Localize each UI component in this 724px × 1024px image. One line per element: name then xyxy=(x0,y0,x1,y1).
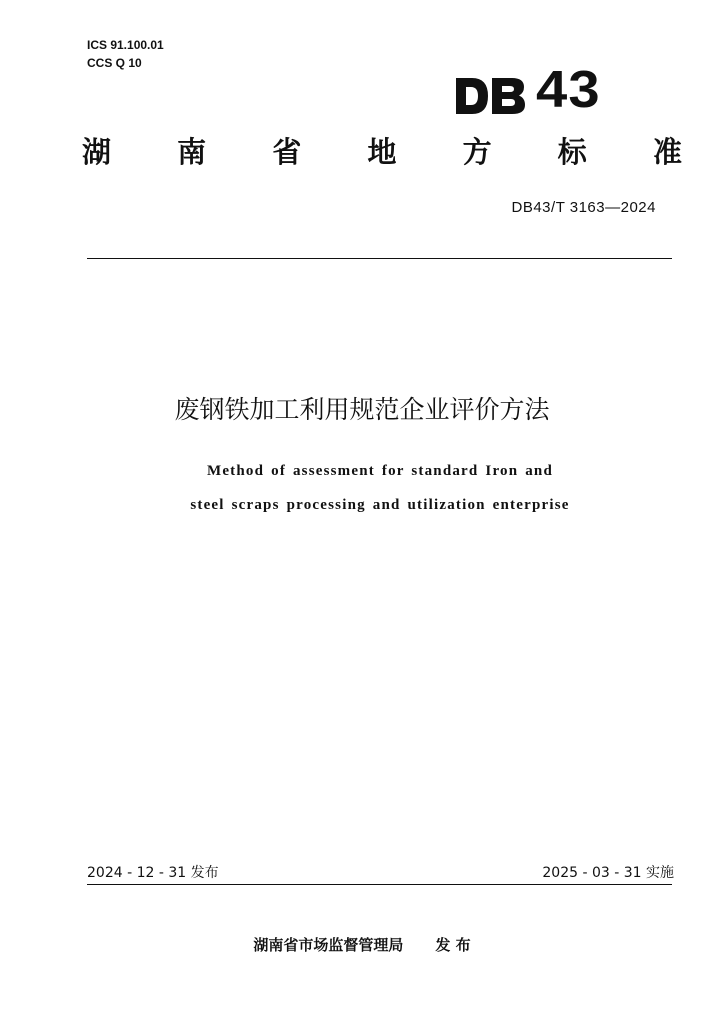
db-logo xyxy=(454,60,601,119)
standard-type-char: 标 xyxy=(557,135,587,169)
bottom-divider xyxy=(87,884,672,885)
publisher-line xyxy=(0,934,724,955)
publisher-org: 湖南省市场监督管理局 xyxy=(253,936,404,954)
publisher-action: 发 布 xyxy=(435,936,471,954)
standard-type-char: 湖 xyxy=(82,135,112,169)
implementation-date: 2025 - 03 - 31 实施 xyxy=(542,865,674,881)
english-title xyxy=(0,454,724,522)
english-title-line: Method of assessment for standard Iron and xyxy=(206,463,554,479)
standard-type-char: 省 xyxy=(272,135,302,169)
chinese-title: 废钢铁加工利用规范企业评价方法 xyxy=(174,395,550,424)
standard-type-heading xyxy=(82,132,682,172)
standard-type-char: 准 xyxy=(652,135,682,169)
standard-type-char: 南 xyxy=(177,135,207,169)
classification-codes xyxy=(87,36,164,72)
standard-type-char: 地 xyxy=(367,135,397,169)
release-date: 2024 - 12 - 31 发布 xyxy=(87,865,219,881)
ccs-code: CCS Q 10 xyxy=(87,56,142,70)
english-title-line: steel scraps processing and utilization enterprise xyxy=(190,497,570,513)
standard-number: DB43/T 3163—2024 xyxy=(511,199,656,216)
top-divider xyxy=(87,258,672,259)
db-logo-number: 43 xyxy=(536,61,601,119)
db-logo-icon xyxy=(454,76,526,116)
standard-type-char: 方 xyxy=(462,135,492,169)
ics-code: ICS 91.100.01 xyxy=(87,38,164,52)
